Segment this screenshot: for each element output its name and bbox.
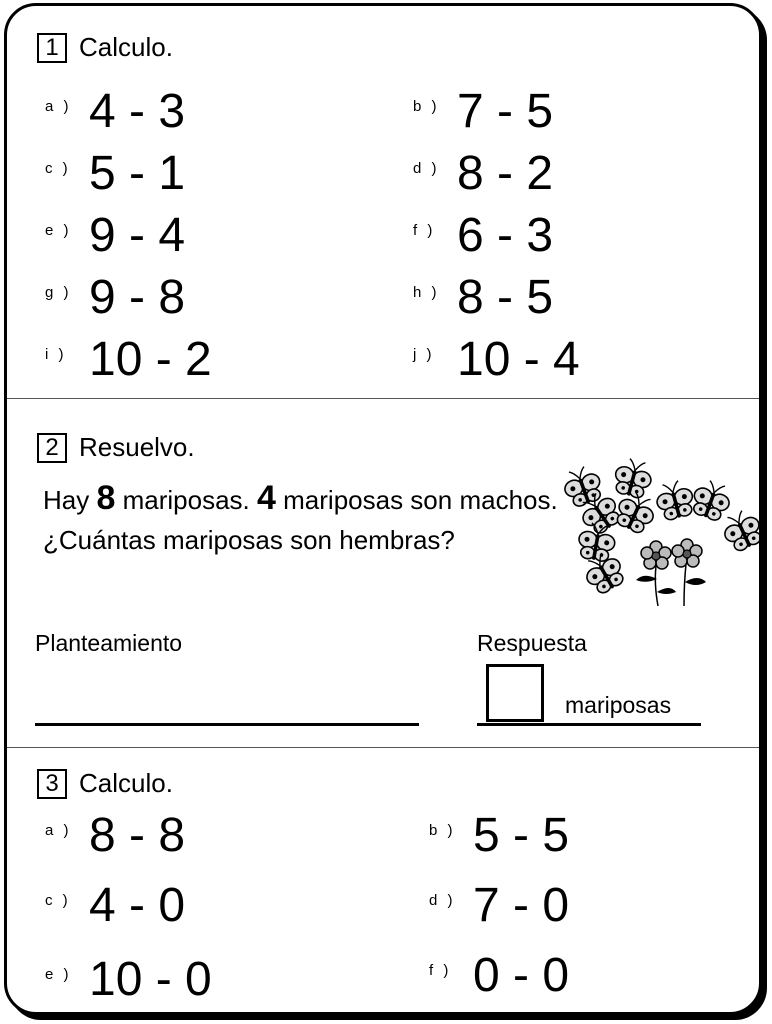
exercise-label: i )	[45, 346, 67, 363]
section-3-number: 3	[37, 769, 67, 799]
exercise-label: h )	[413, 284, 440, 301]
exercise-3c	[45, 879, 186, 932]
exercise-expression: 5 - 5	[473, 809, 570, 862]
exercise-label: b )	[429, 822, 456, 839]
section-2-title: Resuelvo.	[79, 432, 195, 462]
exercise-label: f )	[429, 962, 452, 979]
exercise-expression: 5 - 1	[89, 147, 186, 200]
exercise-1g	[45, 271, 186, 324]
exercise-1a	[45, 85, 186, 138]
exercise-expression: 8 - 8	[89, 809, 186, 862]
section-3-title: Calculo.	[79, 768, 173, 798]
exercise-expression: 4 - 0	[89, 879, 186, 932]
exercise-3a	[45, 809, 186, 862]
exercise-expression: 9 - 8	[89, 271, 186, 324]
exercise-1c	[45, 147, 186, 200]
section-2-header	[37, 432, 195, 463]
exercise-expression: 7 - 5	[457, 85, 554, 138]
exercise-label: j )	[413, 346, 435, 363]
problem-text: mariposas.	[115, 485, 257, 515]
problem-number: 4	[257, 479, 276, 517]
section-1-number: 1	[37, 33, 67, 63]
exercise-3d	[429, 879, 570, 932]
exercise-label: c )	[45, 892, 71, 909]
exercise-label: a )	[45, 822, 72, 839]
exercise-expression: 10 - 2	[89, 333, 212, 386]
exercise-expression: 4 - 3	[89, 85, 186, 138]
worksheet	[4, 3, 762, 1015]
exercise-expression: 8 - 2	[457, 147, 554, 200]
exercise-expression: 9 - 4	[89, 209, 186, 262]
exercise-label: a )	[45, 98, 72, 115]
problem-text: Hay	[43, 485, 97, 515]
exercise-1j	[413, 333, 580, 386]
respuesta-line	[477, 723, 701, 726]
exercise-label: d )	[413, 160, 440, 177]
exercise-expression: 10 - 0	[89, 953, 212, 1006]
section-3-header	[37, 768, 173, 799]
section-1-header	[37, 32, 173, 63]
exercise-label: d )	[429, 892, 456, 909]
exercise-1f	[413, 209, 554, 262]
exercise-1h	[413, 271, 554, 324]
exercise-3e	[45, 953, 212, 1006]
exercise-1i	[45, 333, 212, 386]
section-divider	[7, 747, 759, 748]
butterflies-and-flowers-icon	[560, 454, 762, 614]
planteamiento-label: Planteamiento	[35, 630, 183, 656]
section-divider	[7, 398, 759, 399]
problem-text: mariposas son machos. ¿Cuántas mariposas son hembras?	[43, 485, 558, 555]
exercise-label: e )	[45, 222, 72, 239]
answer-box[interactable]	[486, 664, 544, 722]
exercise-expression: 0 - 0	[473, 949, 570, 1002]
exercise-label: e )	[45, 966, 72, 983]
exercise-expression: 7 - 0	[473, 879, 570, 932]
exercise-1d	[413, 147, 554, 200]
exercise-label: f )	[413, 222, 436, 239]
answer-unit: mariposas	[565, 692, 672, 718]
exercise-expression: 10 - 4	[457, 333, 580, 386]
section-2-number: 2	[37, 433, 67, 463]
exercise-expression: 8 - 5	[457, 271, 554, 324]
exercise-3b	[429, 809, 570, 862]
exercise-label: b )	[413, 98, 440, 115]
section-1-title: Calculo.	[79, 32, 173, 62]
exercise-expression: 6 - 3	[457, 209, 554, 262]
exercise-label: g )	[45, 284, 72, 301]
word-problem	[43, 478, 563, 560]
exercise-3f	[429, 949, 570, 1002]
exercise-1e	[45, 209, 186, 262]
exercise-label: c )	[45, 160, 71, 177]
problem-number: 8	[96, 479, 116, 517]
exercise-1b	[413, 85, 554, 138]
planteamiento-answer-line[interactable]	[35, 723, 419, 726]
respuesta-label: Respuesta	[477, 630, 587, 656]
